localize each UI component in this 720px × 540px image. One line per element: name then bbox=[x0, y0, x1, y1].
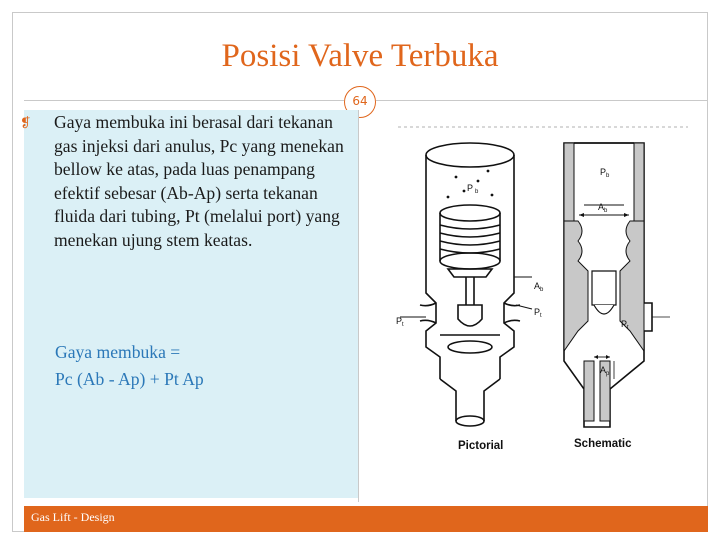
label-pt-left: P bbox=[396, 316, 403, 326]
label-pb-pictorial-sub: b bbox=[475, 189, 479, 195]
label-pb-schematic: P bbox=[600, 167, 607, 177]
pictorial-caption: Pictorial bbox=[458, 440, 504, 452]
label-ab-mid-sub: b bbox=[540, 287, 544, 293]
column-divider bbox=[358, 110, 359, 502]
label-ab-schematic-sub: b bbox=[604, 208, 608, 214]
label-ab-mid: A bbox=[534, 281, 541, 291]
bullet-paragraph bbox=[20, 111, 346, 252]
label-pt-schematic: P bbox=[621, 319, 628, 329]
label-pt-mid-sub: t bbox=[540, 313, 542, 319]
bullet-text: Gaya membuka ini berasal dari tekanan gas injeksi dari anulus, Pc yang menekan bellow ke atas, pada luas penampang efektif sebesar (Ab-Ap) serta tekanan fluida dari tubing, Pt (melalui port) yang menekan ujung stem keatas. bbox=[54, 112, 344, 250]
slide-title: Posisi Valve Terbuka bbox=[221, 38, 499, 74]
label-pb-schematic-sub: b bbox=[606, 173, 610, 179]
footer-text: Gas Lift - Design bbox=[31, 510, 115, 524]
label-pt-left-sub: t bbox=[402, 322, 404, 328]
valve-drawing bbox=[378, 121, 696, 467]
valve-figure bbox=[378, 121, 696, 467]
label-ap-schematic: A bbox=[600, 365, 607, 375]
label-ap-schematic-sub: p bbox=[606, 371, 610, 377]
label-ab-schematic: A bbox=[598, 202, 605, 212]
label-pb-pictorial: P bbox=[466, 183, 474, 193]
bullet-marker-icon: ❡ bbox=[20, 115, 31, 130]
schematic-valve bbox=[564, 143, 670, 427]
formula-line-1: Gaya membuka = bbox=[55, 342, 181, 362]
formula-line-2: Pc (Ab - Ap) + Pt Ap bbox=[55, 369, 204, 389]
schematic-caption: Schematic bbox=[574, 438, 632, 450]
page-number: 64 bbox=[344, 86, 376, 118]
title-rule-right bbox=[376, 100, 708, 101]
label-pt-mid: P bbox=[534, 307, 541, 317]
formula bbox=[55, 339, 204, 393]
label-pt-schematic-sub: t bbox=[627, 325, 629, 331]
footer-bar bbox=[24, 506, 708, 532]
title-rule-left bbox=[24, 100, 344, 101]
